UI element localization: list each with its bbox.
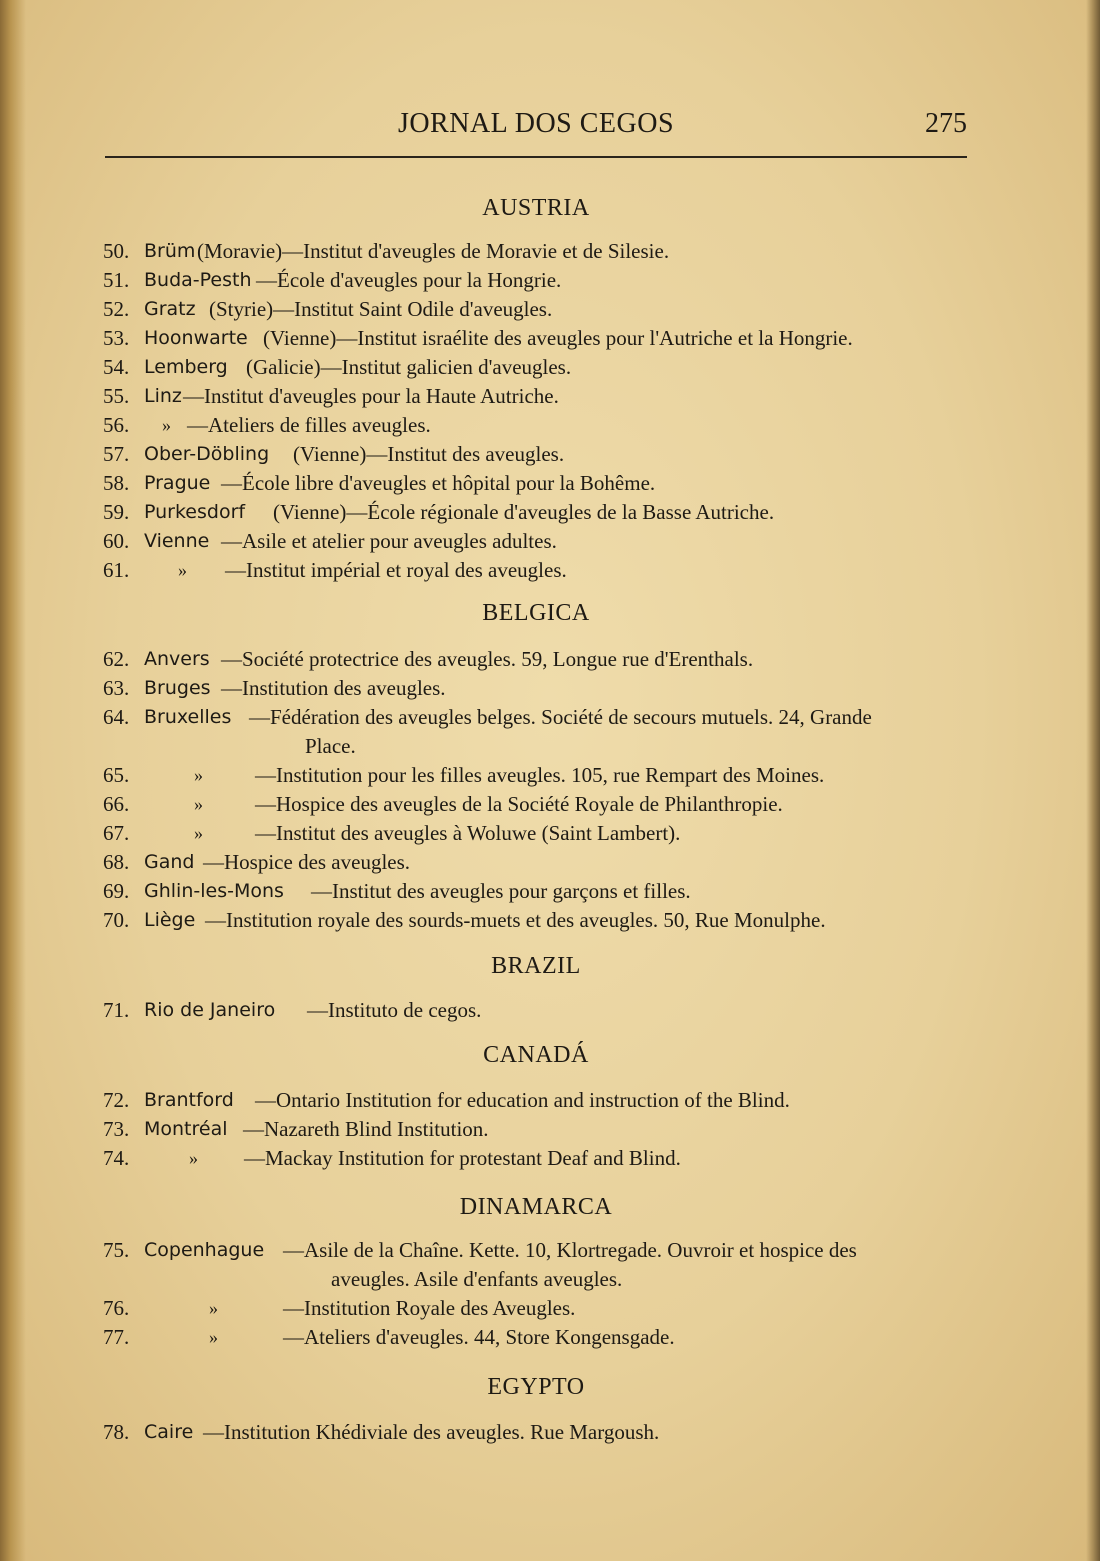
section-title-belgica: BELGICA — [482, 600, 590, 626]
entry-description: —École libre d'aveugles et hôpital pour la Bohême. — [221, 471, 656, 495]
entry-place: Gratz — [144, 298, 196, 320]
entry-description: —Ontario Institution for education and instruction of the Blind. — [255, 1088, 790, 1112]
entry-description: (Vienne)—École régionale d'aveugles de la Basse Autriche. — [273, 500, 775, 524]
entry-place: Liège — [144, 909, 196, 931]
entry-description: (Styrie)—Institut Saint Odile d'aveugles. — [209, 297, 553, 321]
entry-number: 63. — [103, 676, 130, 700]
entry-description: —Institution des aveugles. — [221, 676, 446, 700]
entry-number: 74. — [103, 1146, 130, 1170]
entry-place: Bruxelles — [144, 706, 232, 728]
section-title-canada: CANADÁ — [483, 1042, 589, 1068]
entry-number: 77. — [103, 1325, 130, 1349]
entry-place: Lemberg — [144, 356, 228, 378]
entry-description: —Institution royale des sourds-muets et des aveugles. 50, Rue Monulphe. — [205, 908, 826, 932]
entry-number: 60. — [103, 529, 130, 553]
entry-number: 51. — [103, 268, 130, 292]
entry-number: 78. — [103, 1420, 130, 1444]
ditto-mark: » — [162, 415, 171, 435]
entry-number: 64. — [103, 705, 130, 729]
entry-description: —Asile de la Chaîne. Kette. 10, Klortregade. Ouvroir et hospice des — [283, 1238, 857, 1262]
entry-description: —Instituto de cegos. — [307, 998, 482, 1022]
entry-description: —Institut des aveugles à Woluwe (Saint Lambert). — [255, 821, 681, 845]
entry-description: —Institution Royale des Aveugles. — [283, 1296, 576, 1320]
entry-place: Ober-Döbling — [144, 443, 270, 465]
page-edge-left — [0, 0, 26, 1561]
section-title-dinamarca: DINAMARCA — [459, 1194, 613, 1220]
running-header — [105, 108, 967, 148]
entry-place: Linz — [144, 385, 182, 407]
entry-number: 75. — [103, 1238, 130, 1262]
entry-description: —Nazareth Blind Institution. — [243, 1117, 489, 1141]
entry-continuation: aveugles. Asile d'enfants aveugles. — [331, 1267, 623, 1291]
entry-number: 53. — [103, 326, 130, 350]
entry-number: 67. — [103, 821, 130, 845]
entry-place: Purkesdorf — [144, 501, 246, 523]
entry-number: 76. — [103, 1296, 130, 1320]
entry-number: 59. — [103, 500, 130, 524]
entry-description: —Institut des aveugles pour garçons et filles. — [311, 879, 691, 903]
entry-number: 50. — [103, 239, 130, 263]
section-title-egypto: EGYPTO — [487, 1374, 585, 1400]
entry-description: (Vienne)—Institut des aveugles. — [293, 442, 565, 466]
entry-description: —Ateliers de filles aveugles. — [187, 413, 431, 437]
entry-description: —Hospice des aveugles. — [203, 850, 411, 874]
entry-description: —Institution Khédiviale des aveugles. Rue Margoush. — [203, 1420, 660, 1444]
ditto-mark: » — [194, 823, 203, 843]
entry-description: —Mackay Institution for protestant Deaf and Blind. — [244, 1146, 681, 1170]
running-title: JORNAL DOS CEGOS — [397, 108, 675, 139]
section-title-austria: AUSTRIA — [482, 195, 590, 221]
entry-number: 73. — [103, 1117, 130, 1141]
entry-number: 69. — [103, 879, 130, 903]
ditto-mark: » — [189, 1148, 198, 1168]
entry-description: —Institut d'aveugles pour la Haute Autriche. — [183, 384, 559, 408]
entry-place: Anvers — [144, 648, 210, 670]
entry-description: (Galicie)—Institut galicien d'aveugles. — [246, 355, 572, 379]
entry-place: Rio de Janeiro — [144, 999, 276, 1021]
ditto-mark: » — [194, 794, 203, 814]
entry-number: 66. — [103, 792, 130, 816]
entry-place: Buda-Pesth — [144, 269, 252, 291]
page-number: 275 — [925, 108, 967, 139]
entry-number: 71. — [103, 998, 130, 1022]
entry-number: 55. — [103, 384, 130, 408]
entry-place: Prague — [144, 472, 211, 494]
entry-place: Copenhague — [144, 1239, 265, 1261]
entry-description: —Asile et atelier pour aveugles adultes. — [221, 529, 557, 553]
ditto-mark: » — [178, 560, 187, 580]
entry-number: 54. — [103, 355, 130, 379]
entry-place: Brüm — [144, 240, 196, 262]
ditto-mark: » — [209, 1327, 218, 1347]
entry-description: —École d'aveugles pour la Hongrie. — [256, 268, 562, 292]
section-title-brazil: BRAZIL — [491, 953, 581, 979]
ditto-mark: » — [194, 765, 203, 785]
entry-place: Ghlin-les-Mons — [144, 880, 284, 902]
entry-continuation: Place. — [305, 734, 356, 758]
entry-number: 72. — [103, 1088, 130, 1112]
entry-place: Bruges — [144, 677, 211, 699]
entry-description: (Moravie)—Institut d'aveugles de Moravie et de Silesie. — [197, 239, 670, 263]
entry-number: 62. — [103, 647, 130, 671]
entry-place: Hoonwarte — [144, 327, 248, 349]
entry-number: 61. — [103, 558, 130, 582]
entry-place: Caire — [144, 1421, 194, 1443]
header-rule — [105, 156, 967, 158]
entry-number: 58. — [103, 471, 130, 495]
entry-number: 57. — [103, 442, 130, 466]
entry-description: —Institut impérial et royal des aveugles. — [225, 558, 567, 582]
entry-description: (Vienne)—Institut israélite des aveugles pour l'Autriche et la Hongrie. — [263, 326, 853, 350]
entry-number: 56. — [103, 413, 130, 437]
entry-place: Gand — [144, 851, 195, 873]
ditto-mark: » — [209, 1298, 218, 1318]
entry-description: —Institution pour les filles aveugles. 105, rue Rempart des Moines. — [255, 763, 825, 787]
entry-place: Vienne — [144, 530, 210, 552]
entry-description: —Hospice des aveugles de la Société Royale de Philanthropie. — [255, 792, 783, 816]
entry-number: 68. — [103, 850, 130, 874]
entry-number: 52. — [103, 297, 130, 321]
page-edge-right — [1086, 0, 1100, 1561]
entry-place: Montréal — [144, 1118, 228, 1140]
entry-number: 70. — [103, 908, 130, 932]
entry-number: 65. — [103, 763, 130, 787]
entry-description: —Fédération des aveugles belges. Société de secours mutuels. 24, Grande — [249, 705, 872, 729]
entry-description: —Ateliers d'aveugles. 44, Store Kongensgade. — [283, 1325, 675, 1349]
entry-description: —Société protectrice des aveugles. 59, Longue rue d'Erenthals. — [221, 647, 754, 671]
entry-place: Brantford — [144, 1089, 234, 1111]
